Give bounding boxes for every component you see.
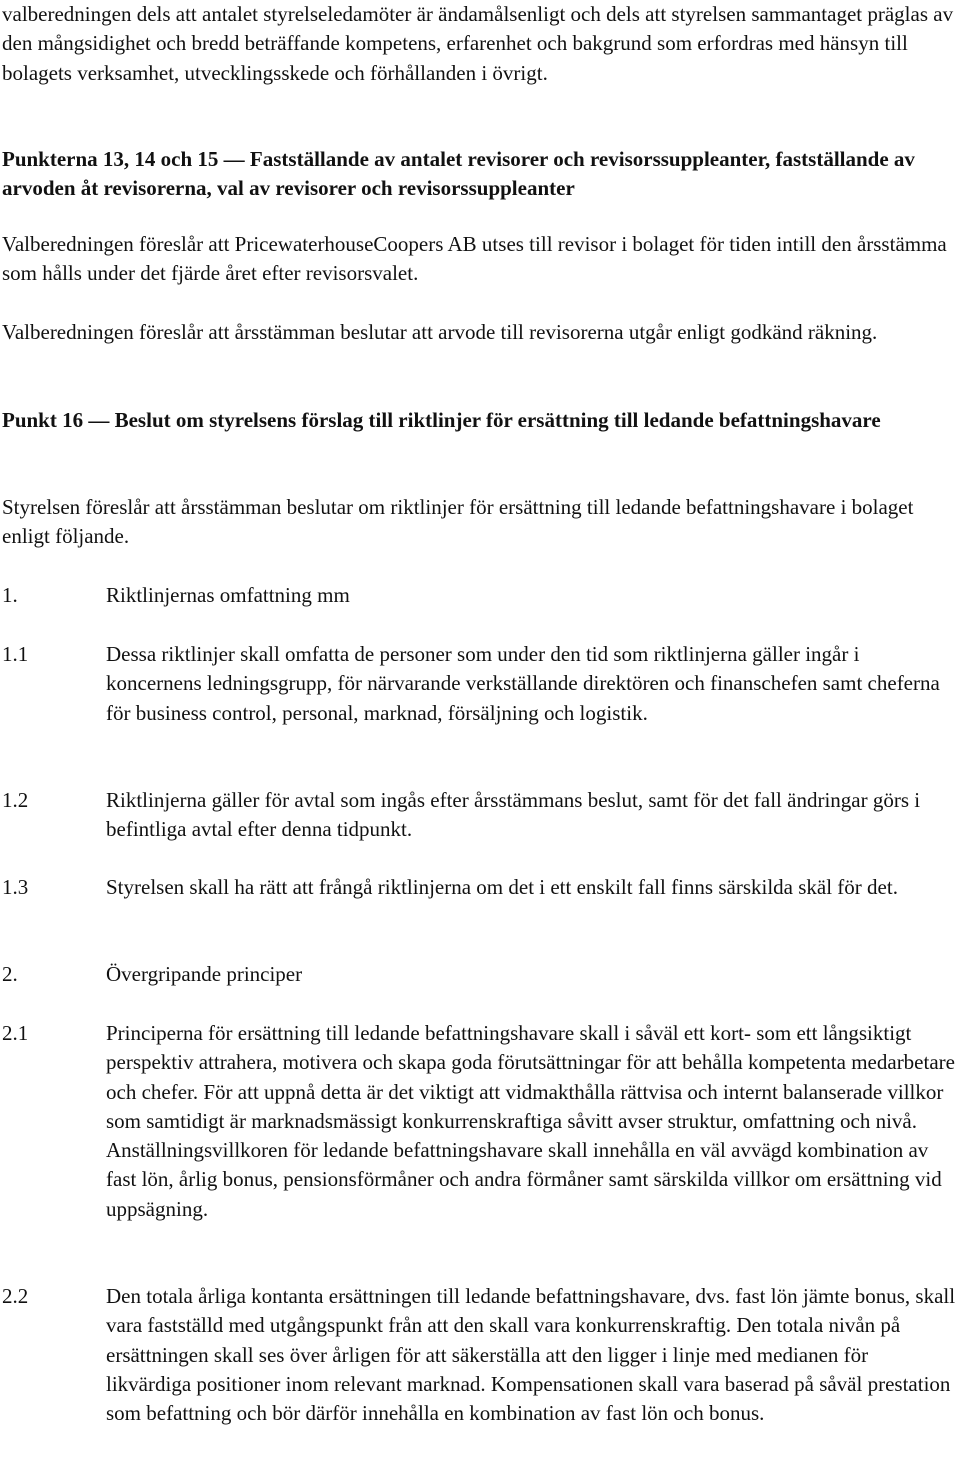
item-text: Principerna för ersättning till ledande befattningshavare skall i såväl ett kort- som ett långsiktigt perspektiv attrahera, motivera och skapa goda förutsättningar för att behålla kompetenta medarbetare och chefer. För att uppnå detta är det viktigt att vidmakthålla rättvisa och internt balanserade villkor som samtidigt är marknadsmässigt konkurrenskraftiga såvitt avser struktur, omfattning och nivå. Anställningsvillkoren för ledande befattningshavare skall innehålla en väl avvägd kombination av fast lön, årlig bonus, pensionsförmåner och andra förmåner samt särskilda villkor om ersättning vid uppsägning. bbox=[106, 1021, 955, 1221]
auditor-fee-paragraph: Valberedningen föreslår att årsstämman beslutar att arvode till revisorerna utgår enligt godkänd räkning. bbox=[2, 320, 878, 344]
item-text: Övergripande principer bbox=[106, 962, 303, 986]
item-number: 2.1 bbox=[2, 1021, 29, 1045]
item-number: 1.3 bbox=[2, 875, 29, 899]
item-text: Riktlinjernas omfattning mm bbox=[106, 583, 350, 607]
item-number: 2. bbox=[2, 962, 18, 986]
item-number: 2.2 bbox=[2, 1284, 29, 1308]
item-text: Den totala årliga kontanta ersättningen till ledande befattningshavare, dvs. fast lön jämte bonus, skall vara fastställd med utgångspunkt från att den skall vara konkurrenskraftig. Den totala nivån på ersättningen skall ses över årligen för att säkerställa att den ligger i linje med medianen för likvärdiga positioner inom relevant marknad. Kompensationen skall vara baserad på såväl prestation som befattning och bör därför innehålla en kombination av fast lön och bonus. bbox=[106, 1284, 956, 1426]
section-heading-auditors: Punkterna 13, 14 och 15 — Fastställande av antalet revisorer och revisorssuppleanter, fastställande av arvoden åt revisorerna, val av revisorer och revisorssuppleanter bbox=[2, 147, 915, 201]
item-text: Styrelsen skall ha rätt att frångå riktlinjerna om det i ett enskilt fall finns särskilda skäl för det. bbox=[106, 875, 898, 899]
item-number: 1. bbox=[2, 583, 18, 607]
remuneration-intro-paragraph: Styrelsen föreslår att årsstämman beslutar om riktlinjer för ersättning till ledande befattningshavare i bolaget enligt följande. bbox=[2, 495, 914, 549]
item-number: 1.2 bbox=[2, 788, 29, 812]
item-text: Dessa riktlinjer skall omfatta de personer som under den tid som riktlinjerna gäller ingår i koncernens ledningsgrupp, för närvarande verkställande direktören och finanschefen samt cheferna för business control, personal, marknad, försäljning och logistik. bbox=[106, 642, 940, 725]
item-text: Riktlinjerna gäller för avtal som ingås efter årsstämmans beslut, samt för det fall ändringar görs i befintliga avtal efter denna tidpunkt. bbox=[106, 788, 921, 842]
intro-paragraph: valberedningen dels att antalet styrelseledamöter är ändamålsenligt och dels att styrelsen sammantaget präglas av den mångsidighet och bredd beträffande kompetens, erfarenhet och bakgrund som erfordras med hänsyn till bolagets verksamhet, utvecklingsskede och förhållanden i övrigt. bbox=[2, 2, 954, 85]
section-heading-remuneration: Punkt 16 — Beslut om styrelsens förslag till riktlinjer för ersättning till ledande befattningshavare bbox=[2, 408, 881, 432]
item-number: 1.1 bbox=[2, 642, 29, 666]
auditor-proposal-paragraph: Valberedningen föreslår att PricewaterhouseCoopers AB utses till revisor i bolaget för tiden intill den årsstämma som hålls under det fjärde året efter revisorsvalet. bbox=[2, 232, 947, 286]
